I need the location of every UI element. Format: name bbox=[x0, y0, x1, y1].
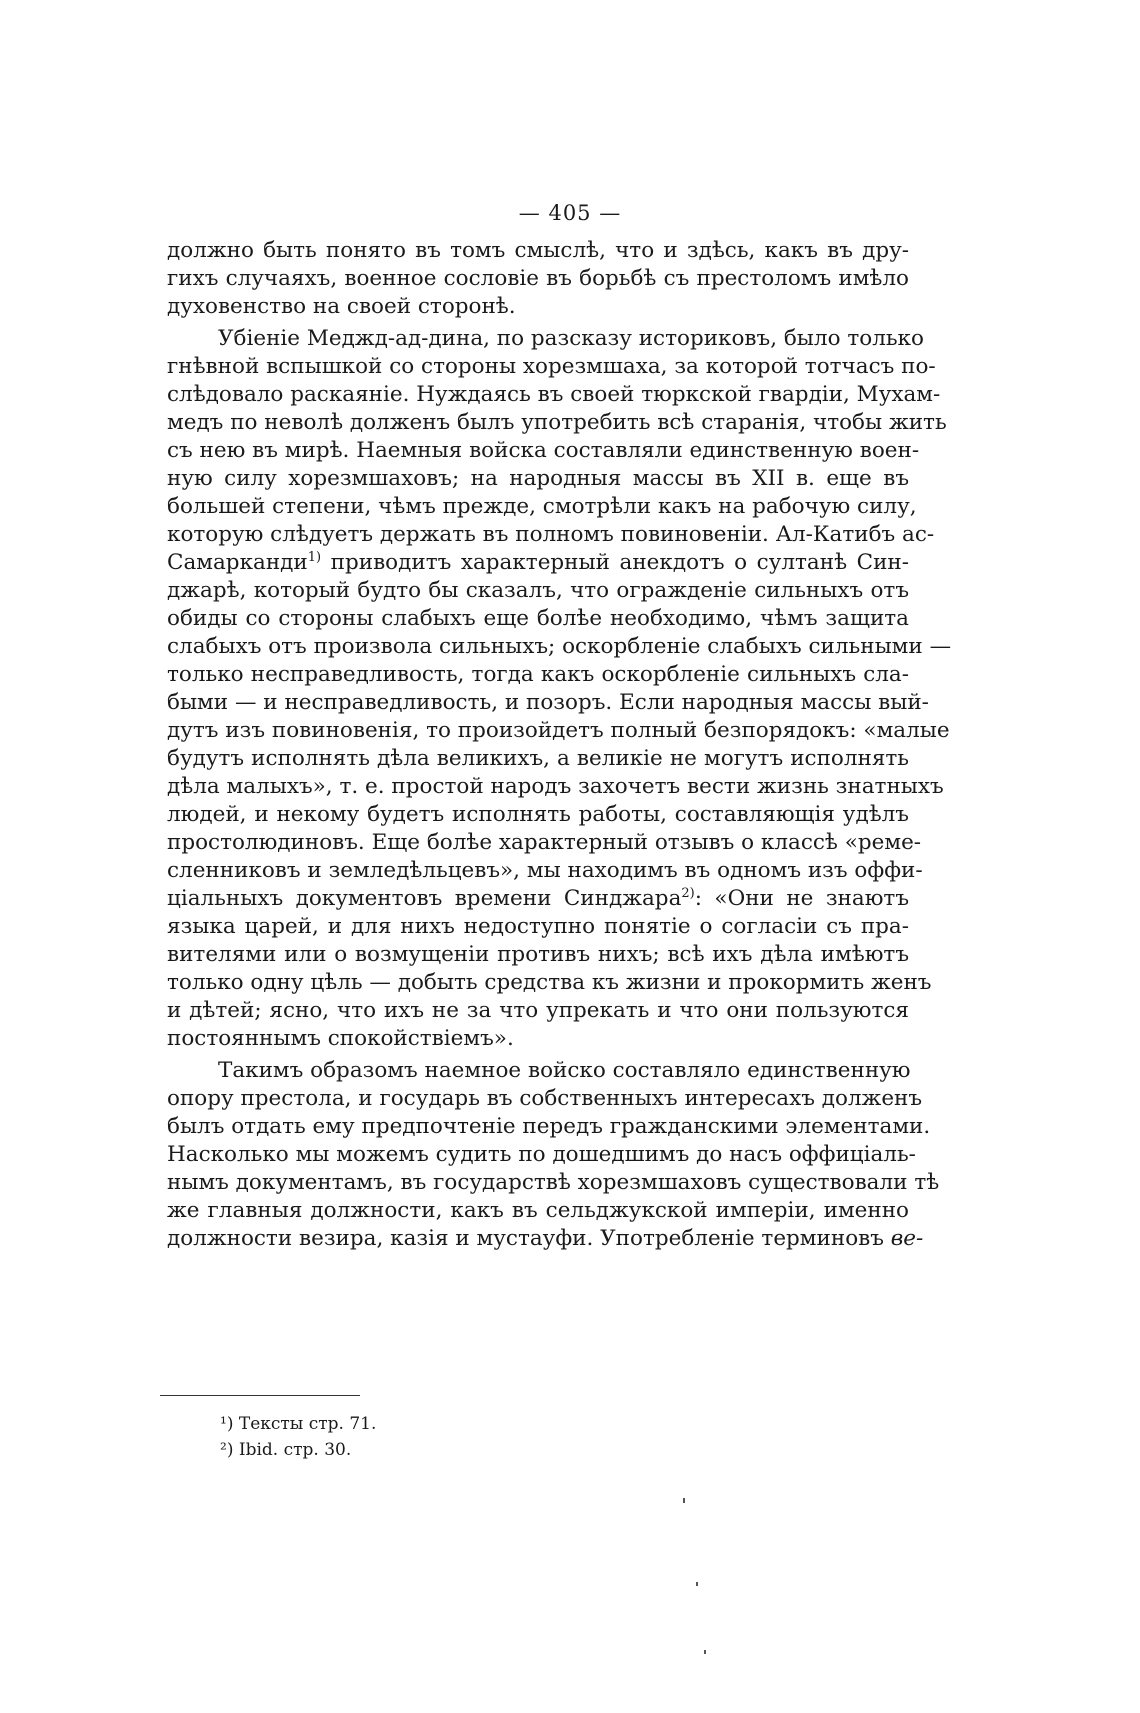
text-line: дутъ изъ повиновенія, то произойдетъ полный безпорядокъ: «малые bbox=[167, 718, 950, 743]
scan-speck bbox=[683, 1498, 685, 1503]
scan-speck bbox=[696, 1582, 698, 1586]
footnote-mark: 2) bbox=[681, 885, 695, 901]
page-number: — 405 — bbox=[518, 201, 622, 225]
text-line: гихъ случаяхъ, военное сословіе въ борьбѣ съ престоломъ имѣло bbox=[167, 266, 909, 291]
italic-fragment: ве- bbox=[890, 1226, 924, 1251]
text-line: языка царей, и для нихъ недоступно понятіе о согласіи съ пра- bbox=[167, 914, 909, 939]
text-line: духовенство на своей сторонѣ. bbox=[167, 294, 516, 319]
footnote-1: ¹) Тексты стр. 71. bbox=[220, 1414, 377, 1434]
text-line: должно быть понято въ томъ смыслѣ, что и здѣсь, какъ въ дру- bbox=[167, 238, 909, 263]
text-line-with-footnote bbox=[167, 884, 909, 914]
text-line: Насколько мы можемъ судить по дошедшимъ до насъ оффиціаль- bbox=[167, 1142, 916, 1167]
text-line: постояннымъ спокойствіемъ». bbox=[167, 1026, 514, 1051]
text-line: слѣдовало раскаяніе. Нуждаясь въ своей тюркской гвардіи, Мухам- bbox=[167, 382, 941, 407]
text-line bbox=[167, 1224, 924, 1254]
text-line: дѣла малыхъ», т. е. простой народъ захочетъ вести жизнь знатныхъ bbox=[167, 774, 944, 799]
text-line: людей, и некому будетъ исполнять работы, составляющія удѣлъ bbox=[167, 802, 909, 827]
text-line: слабыхъ отъ произвола сильныхъ; оскорбленіе слабыхъ сильными — bbox=[167, 634, 952, 659]
text-fragment: : «Они не знаютъ bbox=[694, 886, 909, 911]
text-line: сленниковъ и земледѣльцевъ», мы находимъ въ одномъ изъ оффи- bbox=[167, 858, 923, 883]
text-line: быми — и несправедливость, и позоръ. Если народныя массы вый- bbox=[167, 690, 929, 715]
text-line: только одну цѣль — добыть средства къ жизни и прокормить женъ bbox=[167, 970, 932, 995]
text-line: которую слѣдуетъ держать въ полномъ повиновеніи. Ал-Катибъ ас- bbox=[167, 522, 935, 547]
text-fragment: ціальныхъ документовъ времени Синджара bbox=[167, 886, 682, 911]
text-fragment: должности везира, казія и мустауфи. Употребленіе терминовъ bbox=[167, 1226, 884, 1251]
text-fragment: приводитъ характерный анекдотъ о султанѣ Син- bbox=[330, 550, 909, 575]
text-line: опору престола, и государь въ собственныхъ интересахъ долженъ bbox=[167, 1086, 923, 1111]
text-line-with-footnote bbox=[167, 548, 909, 578]
footnote-mark: 1) bbox=[307, 549, 322, 565]
text-fragment: Самарканди bbox=[167, 550, 308, 575]
footnote-separator bbox=[160, 1395, 360, 1396]
text-line: съ нею въ мирѣ. Наемныя войска составляли единственную воен- bbox=[167, 438, 920, 463]
text-line: былъ отдать ему предпочтеніе передъ гражданскими элементами. bbox=[167, 1114, 931, 1139]
text-line: только несправедливость, тогда какъ оскорбленіе сильныхъ сла- bbox=[167, 662, 909, 687]
text-line: медъ по неволѣ долженъ былъ употребить всѣ старанія, чтобы жить bbox=[167, 410, 947, 435]
scan-speck bbox=[704, 1650, 706, 1654]
text-line: простолюдиновъ. Еще болѣе характерный отзывъ о классѣ «реме- bbox=[167, 830, 922, 855]
paragraph-start-line: Такимъ образомъ наемное войско составляло единственную bbox=[218, 1058, 911, 1083]
text-line: гнѣвной вспышкой со стороны хорезмшаха, за которой тотчасъ по- bbox=[167, 354, 936, 379]
text-line: же главныя должности, какъ въ сельджукской имперіи, именно bbox=[167, 1198, 909, 1223]
text-line: ную силу хорезмшаховъ; на народныя массы въ XII в. еще въ bbox=[167, 466, 909, 491]
text-line: вителями или о возмущеніи противъ нихъ; всѣ ихъ дѣла имѣютъ bbox=[167, 942, 909, 967]
text-line: джарѣ, который будто бы сказалъ, что огражденіе сильныхъ отъ bbox=[167, 578, 909, 603]
text-line: большей степени, чѣмъ прежде, смотрѣли какъ на рабочую силу, bbox=[167, 494, 917, 519]
text-line: нымъ документамъ, въ государствѣ хорезмшаховъ существовали тѣ bbox=[167, 1170, 940, 1195]
text-line: и дѣтей; ясно, что ихъ не за что упрекать и что они пользуются bbox=[167, 998, 909, 1023]
text-line: обиды со стороны слабыхъ еще болѣе необходимо, чѣмъ защита bbox=[167, 606, 909, 631]
paragraph-start-line: Убіеніе Меджд-ад-дина, по разсказу историковъ, было только bbox=[218, 326, 924, 351]
text-line: будутъ исполнять дѣла великихъ, а великіе не могутъ исполнять bbox=[167, 746, 909, 771]
footnote-2: ²) Ibid. стр. 30. bbox=[220, 1440, 352, 1460]
